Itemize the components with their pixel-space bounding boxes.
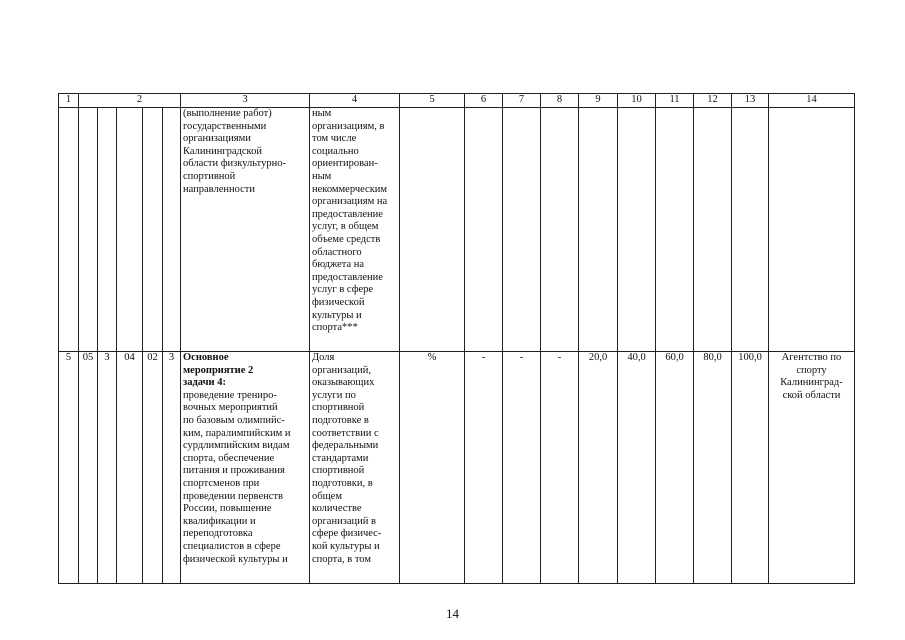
value-cell: - xyxy=(465,352,503,584)
indicator-cell: Доля организаций, оказывающих услуги по спортивной подготовке в соответствии с федеральными стандартами спортивной подготовки, в общем количестве организаций в сфере физичес- кой культуры и спорта, в том xyxy=(310,352,400,584)
table-cell xyxy=(694,108,732,352)
header-col-12: 12 xyxy=(694,94,732,108)
indicator-cell: ным организациям, в том числе социально ориентирован- ным некоммерческим организациям на предоставление услуг, в общем объеме средств областного бюджета на предоставление услуг в сфере физической культуры и спорта*** xyxy=(310,108,400,352)
header-row xyxy=(59,94,855,108)
event-description-cell xyxy=(181,352,310,584)
header-col-4: 4 xyxy=(310,94,400,108)
page-number: 14 xyxy=(446,606,459,621)
header-col-7: 7 xyxy=(503,94,541,108)
value-cell: - xyxy=(541,352,579,584)
header-col-2: 2 xyxy=(79,94,181,108)
table-cell xyxy=(117,108,143,352)
header-col-3: 3 xyxy=(181,94,310,108)
code-cell: 02 xyxy=(143,352,163,584)
header-col-1: 1 xyxy=(59,94,79,108)
table-cell xyxy=(98,108,117,352)
table-cell xyxy=(579,108,618,352)
value-cell: - xyxy=(503,352,541,584)
header-col-9: 9 xyxy=(579,94,618,108)
table-cell xyxy=(59,108,79,352)
header-col-11: 11 xyxy=(656,94,694,108)
value-cell: 80,0 xyxy=(694,352,732,584)
header-col-10: 10 xyxy=(618,94,656,108)
code-cell: 04 xyxy=(117,352,143,584)
header-col-8: 8 xyxy=(541,94,579,108)
value-cell: 20,0 xyxy=(579,352,618,584)
table-cell xyxy=(732,108,769,352)
table-cell xyxy=(503,108,541,352)
value-cell: 40,0 xyxy=(618,352,656,584)
table-cell xyxy=(465,108,503,352)
header-col-5: 5 xyxy=(400,94,465,108)
table-row xyxy=(59,108,855,352)
event-text: проведение трениро- вочных мероприятий по базовым олимпийс- ким, паралимпийским и сурдлимпийским видам спорта, обеспечение питания и проживания спортсменов при проведении первенств России, повышение квалификации и переподготовка специалистов в сфере физической культуры и xyxy=(183,389,291,565)
header-col-13: 13 xyxy=(732,94,769,108)
table-cell xyxy=(400,108,465,352)
table-cell xyxy=(769,108,855,352)
table-cell xyxy=(656,108,694,352)
table-row xyxy=(59,352,855,584)
table-cell xyxy=(79,108,98,352)
header-col-14: 14 xyxy=(769,94,855,108)
value-cell: 60,0 xyxy=(656,352,694,584)
event-description-cell: (выполнение работ) государственными организациями Калининградской области физкультурно- спортивной направленности xyxy=(181,108,310,352)
value-cell: 100,0 xyxy=(732,352,769,584)
executor-cell: Агентство по спорту Калининград- ской области xyxy=(769,352,855,584)
unit-cell: % xyxy=(400,352,465,584)
table-cell xyxy=(163,108,181,352)
table-cell xyxy=(618,108,656,352)
header-col-6: 6 xyxy=(465,94,503,108)
code-cell: 3 xyxy=(163,352,181,584)
program-table xyxy=(58,93,855,584)
event-title: Основное мероприятие 2 задачи 4: xyxy=(183,352,254,389)
row-number-cell: 5 xyxy=(59,352,79,584)
code-cell: 05 xyxy=(79,352,98,584)
table-cell xyxy=(143,108,163,352)
table-cell xyxy=(541,108,579,352)
code-cell: 3 xyxy=(98,352,117,584)
